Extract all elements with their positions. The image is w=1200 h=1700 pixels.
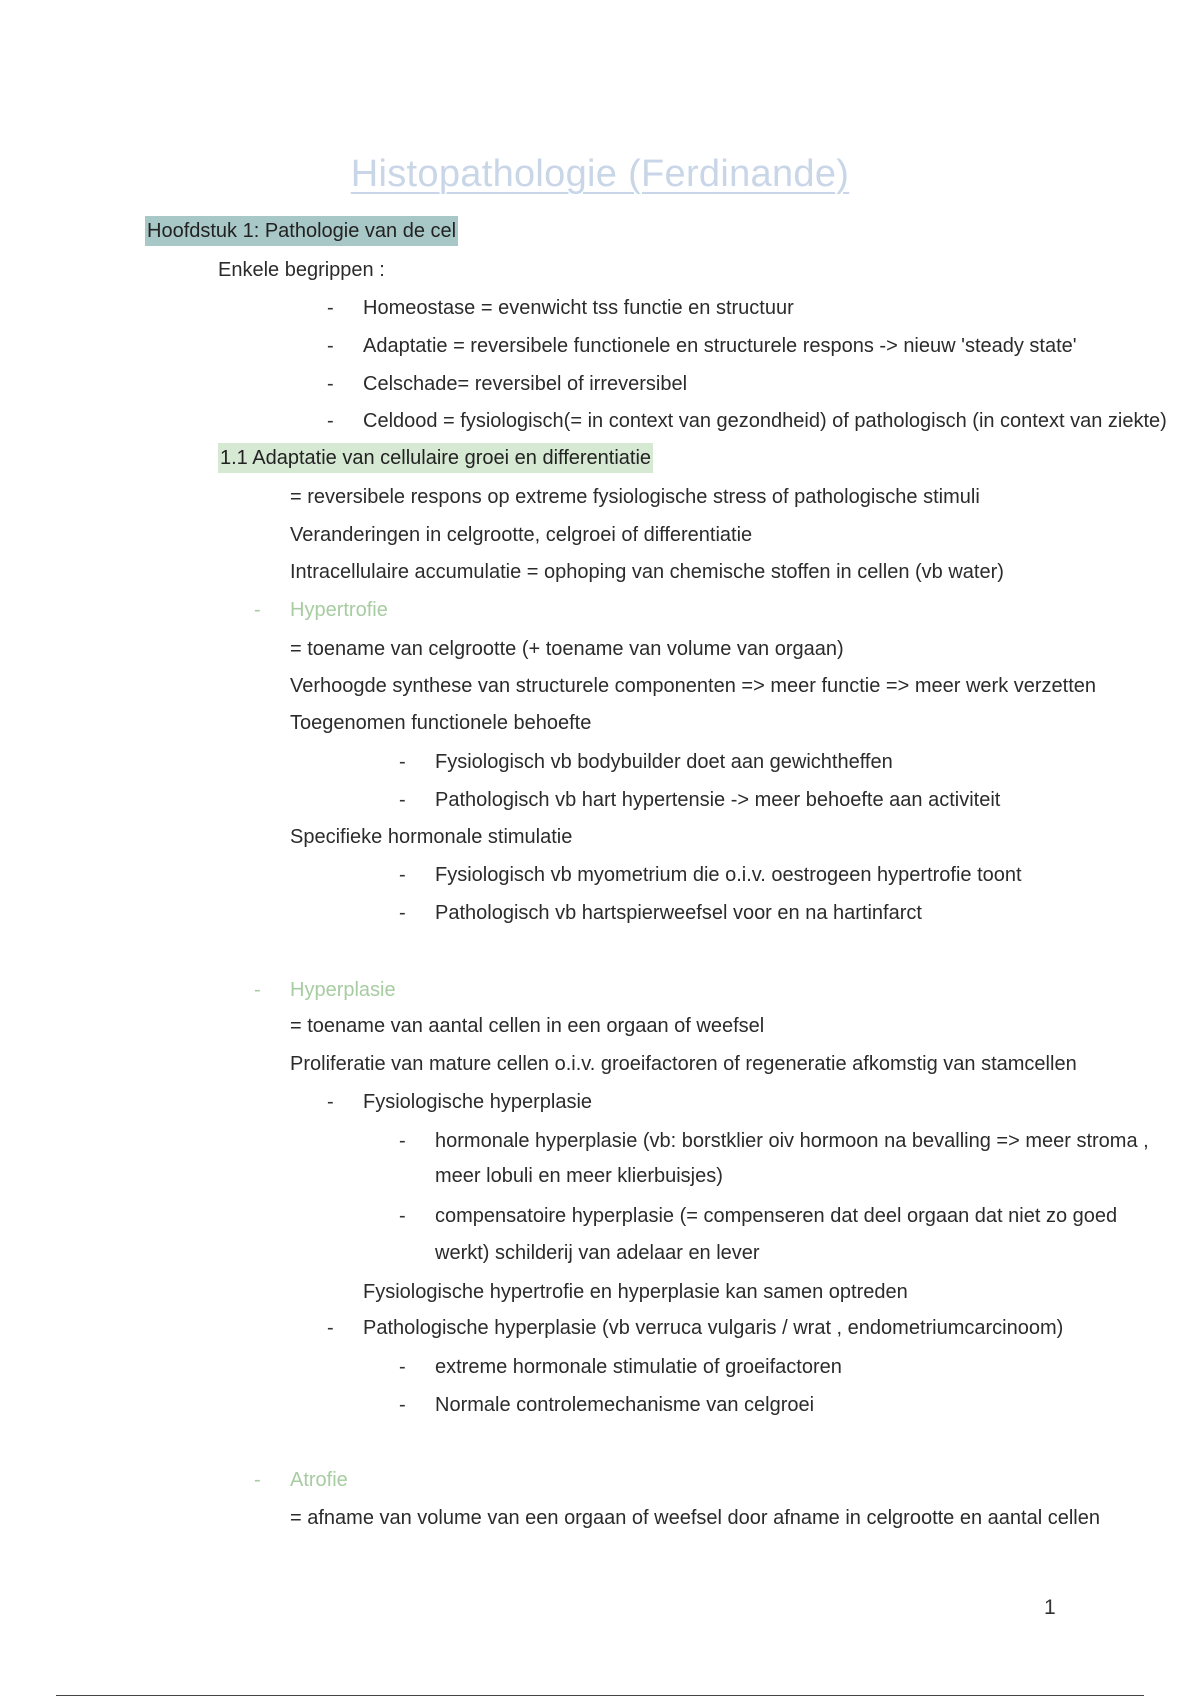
section-line: Veranderingen in celgrootte, celgroei of differentiatie <box>290 524 753 546</box>
bullet-dash: - <box>327 373 334 395</box>
page-number: 1 <box>1044 1596 1056 1619</box>
bullet-dash: - <box>399 864 406 886</box>
definition-line: = afname van volume van een orgaan of weefsel door afname in celgrootte en aantal cellen <box>290 1507 1100 1529</box>
list-item: Fysiologisch vb myometrium die o.i.v. oestrogeen hypertrofie toont <box>435 864 1022 886</box>
list-item: Normale controlemechanisme van celgroei <box>435 1394 815 1416</box>
bullet-dash: - <box>399 1205 406 1227</box>
bullet-dash: - <box>254 599 261 621</box>
list-item: Fysiologische hyperplasie <box>363 1091 593 1113</box>
list-item: extreme hormonale stimulatie of groeifactoren <box>435 1356 842 1378</box>
list-item: Fysiologisch vb bodybuilder doet aan gewichtheffen <box>435 751 893 773</box>
list-item: Homeostase = evenwicht tss functie en structuur <box>363 297 794 319</box>
definition-line: = toename van celgrootte (+ toename van volume van orgaan) <box>290 638 844 660</box>
list-item: Pathologische hyperplasie (vb verruca vulgaris / wrat , endometriumcarcinoom) <box>363 1317 1064 1339</box>
bullet-dash: - <box>327 297 334 319</box>
text-line: Verhoogde synthese van structurele componenten => meer functie => meer werk verzetten <box>290 675 1097 697</box>
bullet-dash: - <box>327 1091 334 1113</box>
bullet-dash: - <box>399 1394 406 1416</box>
subheading-hyperplasie: Hyperplasie <box>290 979 396 1001</box>
bullet-dash: - <box>399 789 406 811</box>
section-line: = reversibele respons op extreme fysiologische stress of pathologische stimuli <box>290 486 980 508</box>
list-item: Celdood = fysiologisch(= in context van gezondheid) of pathologisch (in context van ziekte) <box>363 410 1167 432</box>
bullet-dash: - <box>254 979 261 1001</box>
intro-label: Enkele begrippen : <box>218 259 385 281</box>
bullet-dash: - <box>399 902 406 924</box>
bullet-dash: - <box>399 1130 406 1152</box>
bullet-dash: - <box>327 1317 334 1339</box>
list-item: compensatoire hyperplasie (= compenseren dat deel orgaan dat niet zo goed <box>435 1205 1118 1227</box>
definition-line: = toename van aantal cellen in een orgaan of weefsel <box>290 1015 765 1037</box>
bullet-dash: - <box>327 410 334 432</box>
bullet-dash: - <box>399 1356 406 1378</box>
subheading-atrofie: Atrofie <box>290 1469 348 1491</box>
bullet-dash: - <box>327 335 334 357</box>
text-line: Specifieke hormonale stimulatie <box>290 826 573 848</box>
subheading-hypertrofie: Hypertrofie <box>290 599 388 621</box>
text-line: Fysiologische hypertrofie en hyperplasie kan samen optreden <box>363 1281 908 1303</box>
text-line: Proliferatie van mature cellen o.i.v. groeifactoren of regeneratie afkomstig van stamcellen <box>290 1053 1077 1075</box>
bullet-dash: - <box>254 1469 261 1491</box>
page-divider <box>56 1695 1144 1696</box>
list-item: Pathologisch vb hartspierweefsel voor en na hartinfarct <box>435 902 922 924</box>
list-item: Celschade= reversibel of irreversibel <box>363 373 688 395</box>
section-heading: 1.1 Adaptatie van cellulaire groei en differentiatie <box>218 443 653 473</box>
bullet-dash: - <box>399 751 406 773</box>
list-item: Pathologisch vb hart hypertensie -> meer behoefte aan activiteit <box>435 789 1001 811</box>
list-item: Adaptatie = reversibele functionele en structurele respons -> nieuw 'steady state' <box>363 335 1077 357</box>
section-line: Intracellulaire accumulatie = ophoping van chemische stoffen in cellen (vb water) <box>290 561 1004 583</box>
list-item: hormonale hyperplasie (vb: borstklier oiv hormoon na bevalling => meer stroma , <box>435 1130 1149 1152</box>
chapter-heading: Hoofdstuk 1: Pathologie van de cel <box>145 216 458 246</box>
list-item-continuation: werkt) schilderij van adelaar en lever <box>435 1242 760 1264</box>
list-item-continuation: meer lobuli en meer klierbuisjes) <box>435 1165 723 1187</box>
text-line: Toegenomen functionele behoefte <box>290 712 592 734</box>
document-title: Histopathologie (Ferdinande) <box>350 153 850 195</box>
